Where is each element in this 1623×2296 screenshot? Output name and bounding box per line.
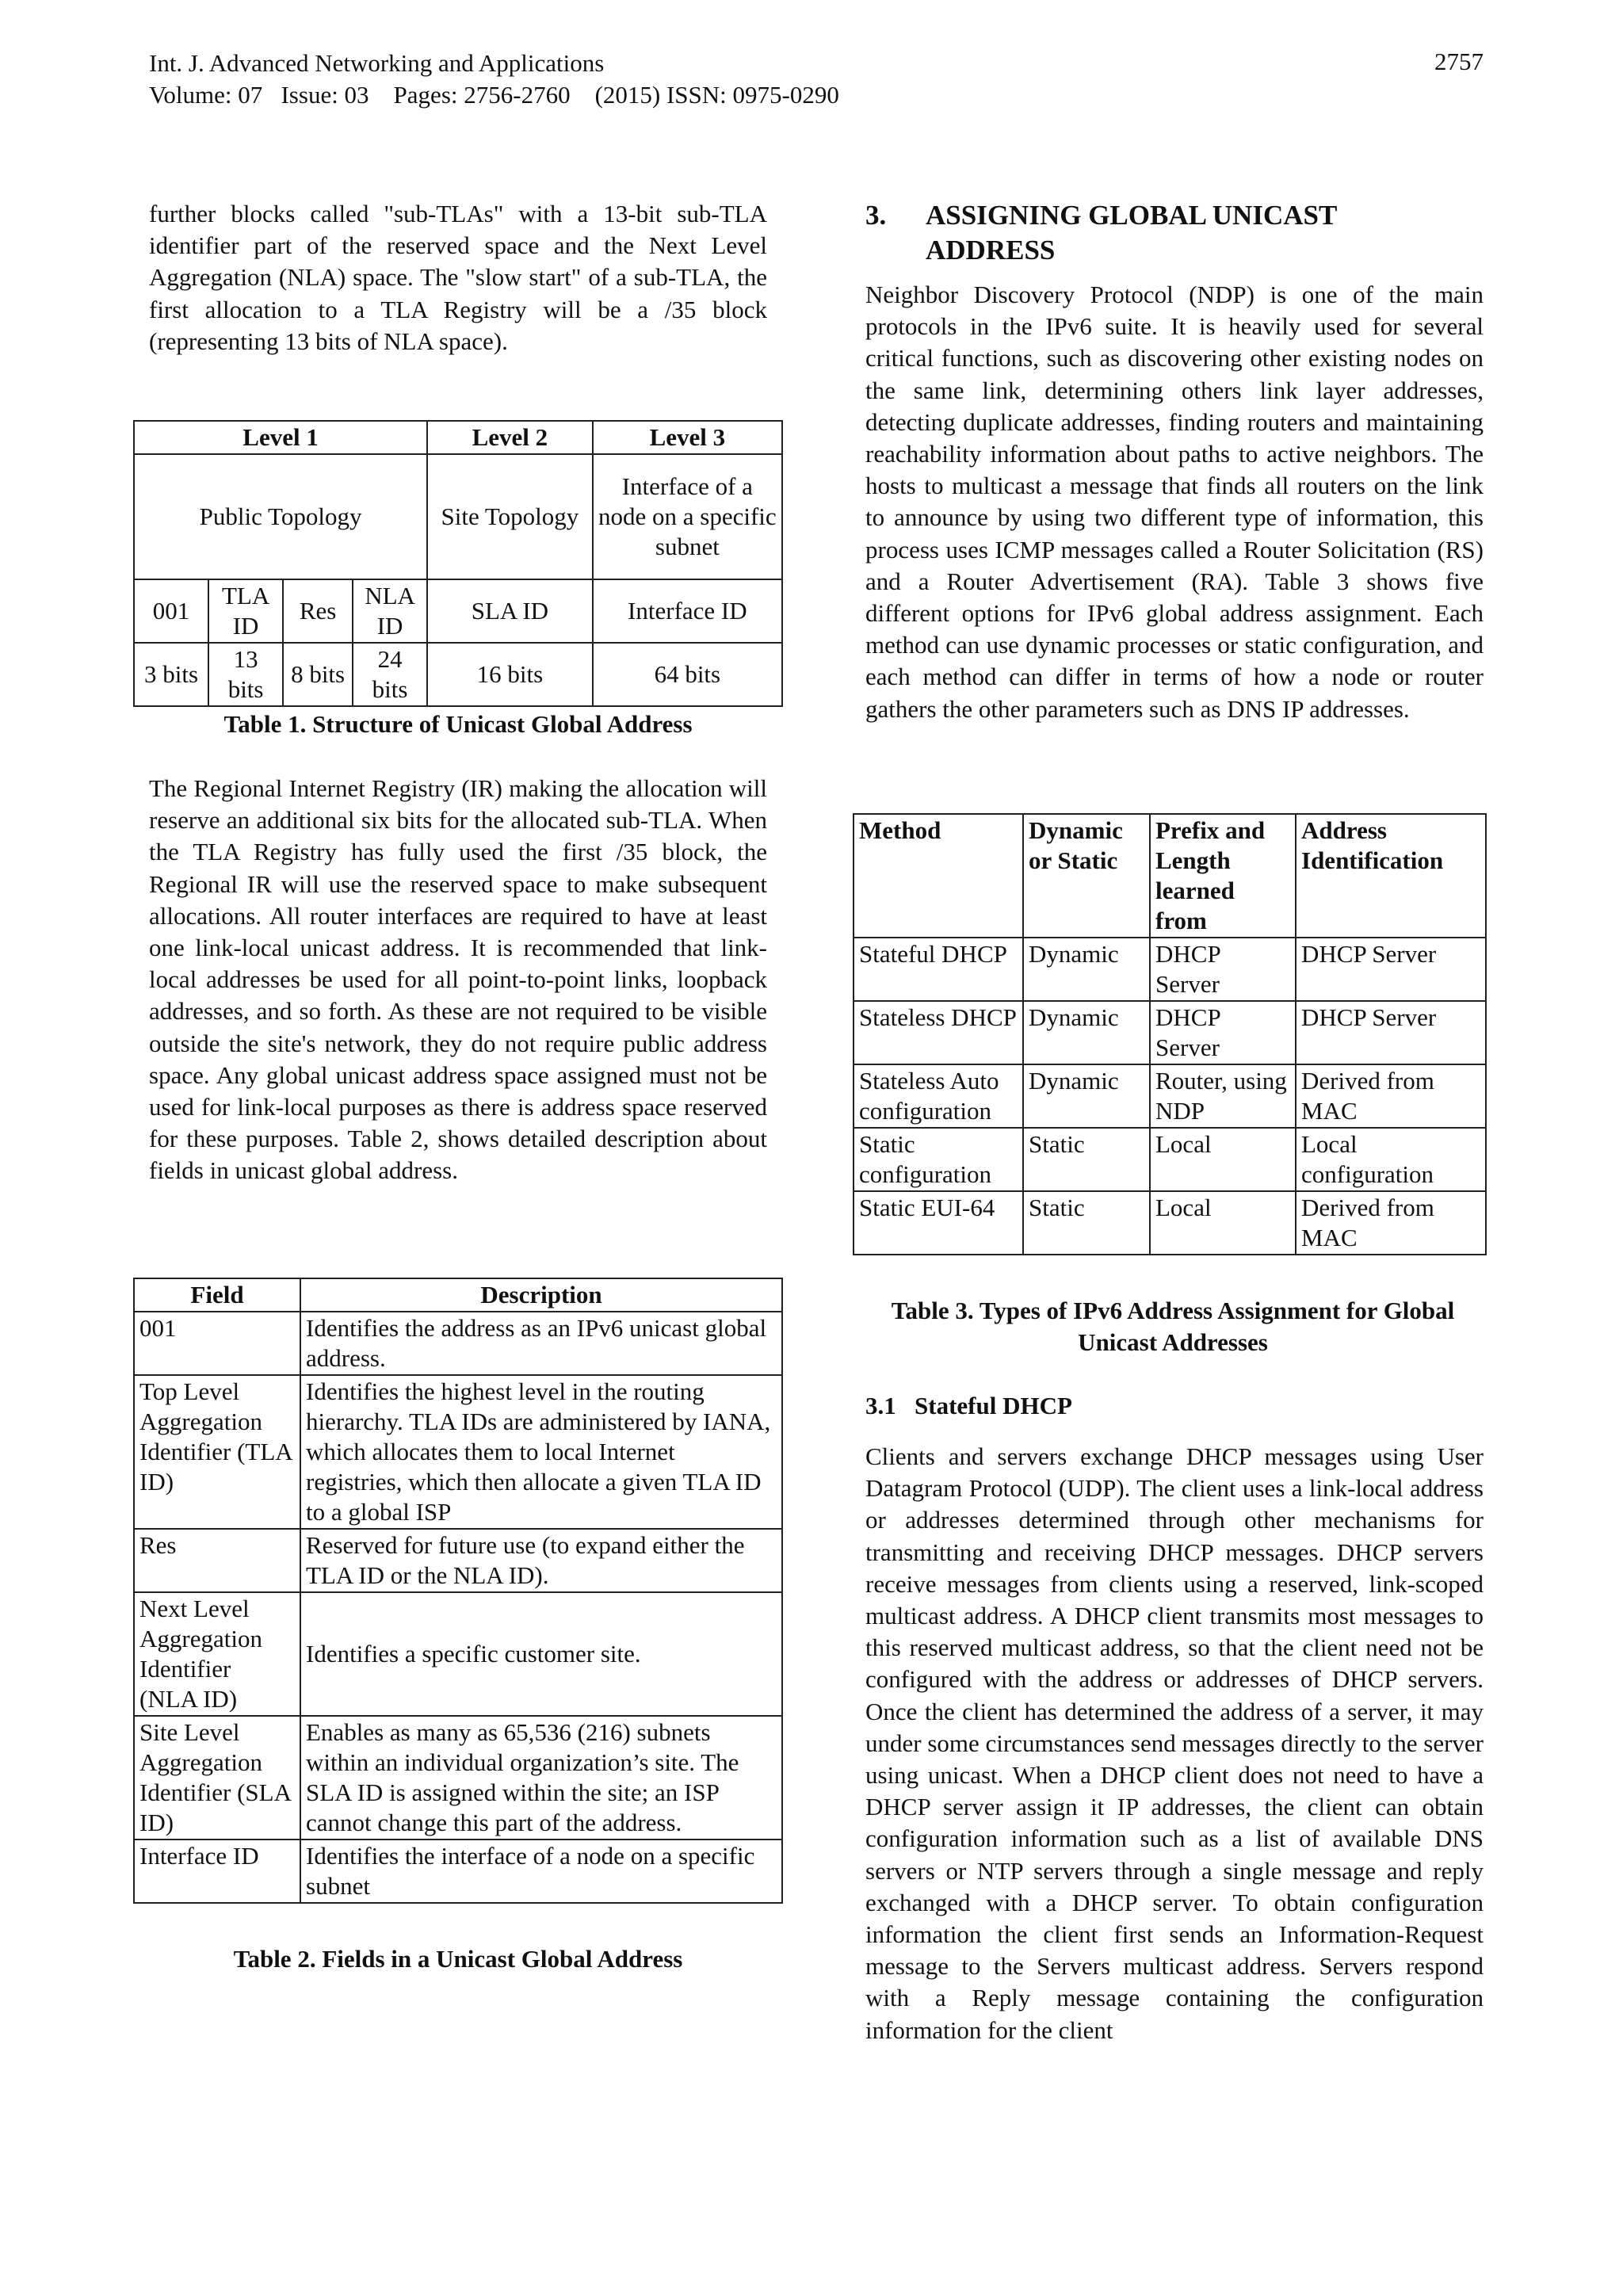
- t2-header-desc: Description: [300, 1278, 782, 1312]
- running-header: [149, 48, 839, 111]
- t1-bits-16: 16 bits: [427, 643, 593, 706]
- t1-cell-tla: TLA ID: [208, 579, 283, 643]
- t3-header-dyn: Dynamic or Static: [1023, 814, 1150, 938]
- right-para-1: Neighbor Discovery Protocol (NDP) is one of the main protocols in the IPv6 suite. It is heavily used for several critical functions, such as discovering other existing nodes on the same link, determining others link layer addresses, detecting duplicate addresses, finding routers and maintaining reachability information about paths to active neighbors. The hosts to multicast a message that finds all routers on the link to announce by using two different type of information, this process uses ICMP messages called a Router Solicitation (RS) and a Router Advertisement (RA). Table 3 shows five different options for IPv6 global address assignment. Each method can use dynamic processes or static configuration, and each method can differ in terms of how a node or router gathers the other parameters such as DNS IP addresses.: [865, 281, 1484, 723]
- left-para-2: The Regional Internet Registry (IR) making the allocation will reserve an additional six bits for the allocated sub-TLA. When the TLA Registry has fully used the first /35 block, the Regional IR will use the reserved space to make subsequent allocations. All router interfaces are required to have at least one link-local unicast address. It is recommended that link-local addresses be used for all point-to-point links, loopback addresses, and so forth. As these are not required to be visible outside the site's network, they do not require public address space. Any global unicast address space assigned must not be used for link-local purposes as there is address space reserved for these purposes. Table 2, shows detailed description about fields in unicast global address.: [149, 774, 767, 1185]
- section-number: 3.: [865, 200, 887, 231]
- t1-level2: Level 2: [427, 421, 593, 454]
- t1-bits-13: 13 bits: [208, 643, 283, 706]
- t1-bits-3: 3 bits: [134, 643, 208, 706]
- t1-bits-64: 64 bits: [593, 643, 782, 706]
- table-row: 001 Identifies the address as an IPv6 unicast global address.: [134, 1312, 782, 1375]
- table-row: Site Level Aggregation Identifier (SLA ID) Enables as many as 65,536 (216) subnets within an individual organization’s site. The SLA ID is assigned within the site; an ISP cannot change this part of the address.: [134, 1716, 782, 1839]
- table-1-caption: Table 1. Structure of Unicast Global Address: [223, 710, 693, 738]
- table-row: Interface ID Identifies the interface of a node on a specific subnet: [134, 1839, 782, 1903]
- journal-name: Int. J. Advanced Networking and Applications: [149, 49, 605, 77]
- t3-header-prefix: Prefix and Length learned from: [1150, 814, 1296, 938]
- t2-header-field: Field: [134, 1278, 300, 1312]
- t1-public-topology: Public Topology: [134, 454, 427, 579]
- t1-cell-iface: Interface ID: [593, 579, 782, 643]
- table-2-caption: Table 2. Fields in a Unicast Global Address: [233, 1945, 683, 1973]
- t3-header-addr: Address Identification: [1296, 814, 1486, 938]
- t1-interface-desc: Interface of a node on a specific subnet: [593, 454, 782, 579]
- table-row: Top Level Aggregation Identifier (TLA ID) Identifies the highest level in the routing hierarchy. TLA IDs are administered by IANA, which allocates them to local Internet registries, which then allocate a given TLA ID to a global ISP: [134, 1375, 782, 1529]
- t1-bits-24: 24 bits: [353, 643, 427, 706]
- t1-level1: Level 1: [134, 421, 427, 454]
- page-number: 2757: [1434, 48, 1484, 75]
- table-3-caption: Table 3. Types of IPv6 Address Assignment for Global Unicast Addresses: [891, 1297, 1455, 1356]
- t1-site-topology: Site Topology: [427, 454, 593, 579]
- table-2: [133, 1278, 783, 1904]
- t1-cell-nla: NLA ID: [353, 579, 427, 643]
- left-para-1: further blocks called "sub-TLAs" with a 13-bit sub-TLA identifier part of the reserved space and the Next Level Aggregation (NLA) space. The "slow start" of a sub-TLA, the first allocation to a TLA Registry will be a /35 block (representing 13 bits of NLA space).: [149, 200, 767, 355]
- volume-line: Volume: 07 Issue: 03 Pages: 2756-2760 (2015) ISSN: 0975-0290: [149, 81, 839, 109]
- table-1: [133, 420, 783, 707]
- table-row: Stateless Auto configuration Dynamic Router, using NDP Derived from MAC: [854, 1064, 1486, 1128]
- table-3: [853, 813, 1487, 1255]
- table-row: Res Reserved for future use (to expand either the TLA ID or the NLA ID).: [134, 1529, 782, 1592]
- subsection-title: 3.1 Stateful DHCP: [865, 1392, 1072, 1419]
- table-row: Static EUI-64 Static Local Derived from MAC: [854, 1191, 1486, 1255]
- table-row: Stateless DHCP Dynamic DHCP Server DHCP Server: [854, 1001, 1486, 1064]
- t1-cell-001: 001: [134, 579, 208, 643]
- section-title: ASSIGNING GLOBAL UNICAST ADDRESS: [926, 200, 1337, 266]
- table-row: Static configuration Static Local Local configuration: [854, 1128, 1486, 1191]
- t1-cell-res: Res: [283, 579, 353, 643]
- right-para-2: Clients and servers exchange DHCP messages using User Datagram Protocol (UDP). The client uses a link-local address or addresses determined through other mechanisms for transmitting and receiving DHCP messages. DHCP servers receive messages from clients using a reserved, link-scoped multicast address. A DHCP client transmits most messages to this reserved multicast address, so that the client need not be configured with the address or addresses of DHCP servers. Once the client has determined the address of a server, it may under some circumstances send messages directly to the server using unicast. When a DHCP client does not need to have a DHCP server assign it IP addresses, the client can obtain configuration information such as a list of available DNS servers or NTP servers through a single message and reply exchanged with a DHCP server. To obtain configuration information the client first sends an Information-Request message to the Servers multicast address. Servers respond with a Reply message containing the configuration information for the client: [865, 1442, 1484, 2044]
- table-row: Stateful DHCP Dynamic DHCP Server DHCP Server: [854, 938, 1486, 1001]
- t3-header-method: Method: [854, 814, 1023, 938]
- t1-level3: Level 3: [593, 421, 782, 454]
- t1-bits-8: 8 bits: [283, 643, 353, 706]
- t1-cell-sla: SLA ID: [427, 579, 593, 643]
- table-row: Next Level Aggregation Identifier (NLA ID) Identifies a specific customer site.: [134, 1592, 782, 1716]
